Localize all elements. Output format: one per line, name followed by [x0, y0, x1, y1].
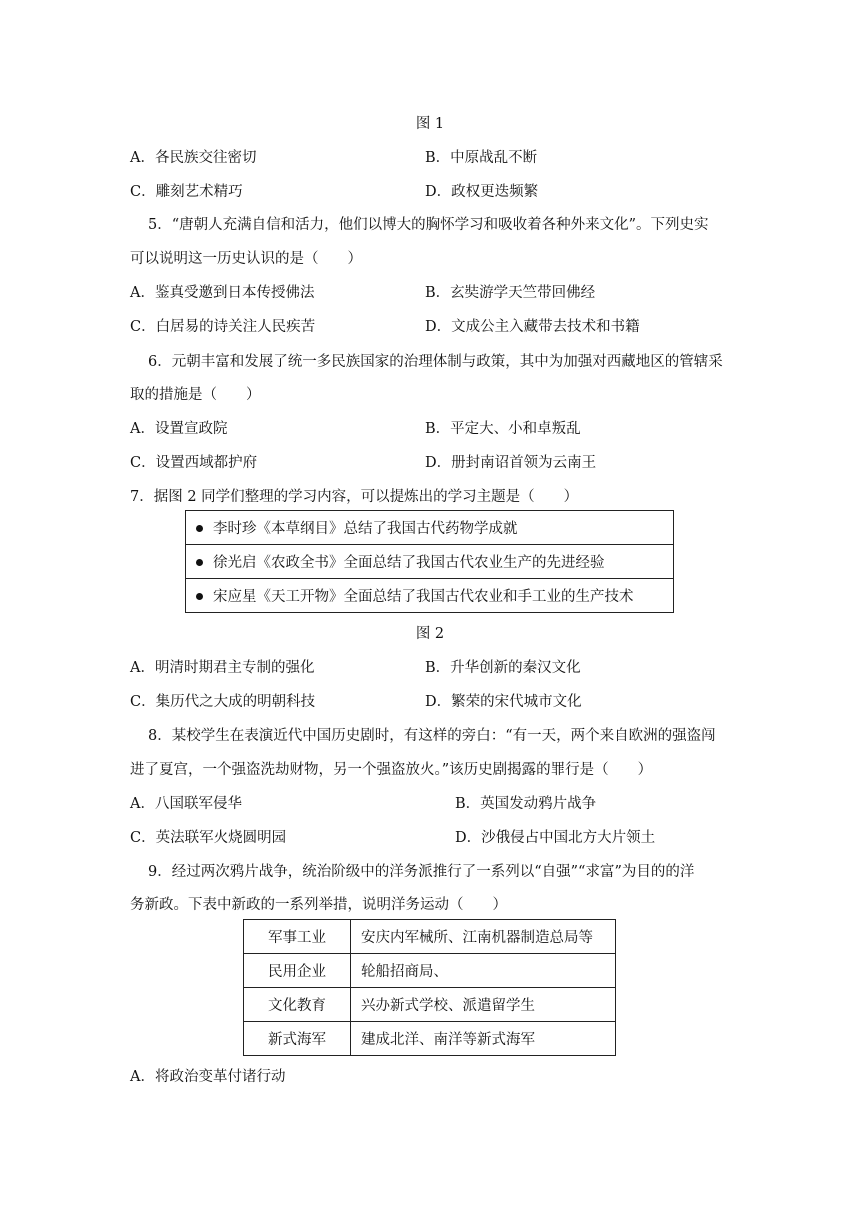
q8-option-c[interactable]: C．英法联军火烧圆明园	[130, 830, 287, 846]
q8-option-a[interactable]: A．八国联军侵华	[130, 796, 242, 812]
table-category-cell: 民用企业	[244, 954, 351, 988]
figure-2-caption: 图 2	[415, 626, 445, 642]
table-row	[244, 988, 616, 1022]
figure-2-item-text: 徐光启《农政全书》全面总结了我国古代农业生产的先进经验	[213, 555, 605, 571]
figure-2-item-text: 宋应星《天工开物》全面总结了我国古代农业和手工业的生产技术	[213, 589, 634, 605]
figure-2-item	[186, 545, 674, 579]
q9-stem-line2: 务新政。下表中新政的一系列举措，说明洋务运动（ ）	[130, 897, 507, 913]
q5-stem-line1: 5．“唐朝人充满自信和活力，他们以博大的胸怀学习和吸收着各种外来文化”。下列史实	[148, 217, 709, 233]
table-row	[244, 1022, 616, 1056]
q8-option-b[interactable]: B．英国发动鸦片战争	[455, 796, 597, 812]
q8-stem-line1: 8．某校学生在表演近代中国历史剧时，有这样的旁白：“有一天，两个来自欧洲的强盗闯	[148, 728, 716, 744]
q6-stem-line1: 6．元朝丰富和发展了统一多民族国家的治理体制与政策，其中为加强对西藏地区的管辖采	[148, 354, 723, 370]
q8-stem-line2: 进了夏宫，一个强盗洗劫财物，另一个强盗放火。”该历史剧揭露的罪行是（ ）	[130, 762, 653, 778]
figure-2-item-text: 李时珍《本草纲目》总结了我国古代药物学成就	[213, 521, 518, 537]
figure-2-item	[186, 511, 674, 545]
q7-option-a[interactable]: A．明清时期君主专制的强化	[130, 660, 315, 676]
table-detail-cell: 建成北洋、南洋等新式海军	[351, 1022, 616, 1056]
figure-1-caption: 图 1	[415, 116, 445, 132]
figure-2-box	[185, 510, 674, 613]
table-category-cell: 文化教育	[244, 988, 351, 1022]
q5-option-a[interactable]: A．鉴真受邀到日本传授佛法	[130, 285, 315, 301]
bullet-icon	[196, 559, 203, 566]
q5-option-c[interactable]: C．白居易的诗关注人民疾苦	[130, 319, 316, 335]
q8-option-d[interactable]: D．沙俄侵占中国北方大片领土	[455, 830, 656, 846]
table-detail-cell: 轮船招商局、	[351, 954, 616, 988]
figure-2-item	[186, 579, 674, 613]
q4-option-d[interactable]: D．政权更迭频繁	[425, 184, 539, 200]
table-category-cell: 军事工业	[244, 920, 351, 954]
bullet-icon	[196, 525, 203, 532]
q6-option-a[interactable]: A．设置宣政院	[130, 421, 228, 437]
table-category-cell: 新式海军	[244, 1022, 351, 1056]
q6-option-c[interactable]: C．设置西域都护府	[130, 455, 258, 471]
q6-option-d[interactable]: D．册封南诏首领为云南王	[425, 455, 597, 471]
table-detail-cell: 安庆内军械所、江南机器制造总局等	[351, 920, 616, 954]
q5-option-d[interactable]: D．文成公主入藏带去技术和书籍	[425, 319, 640, 335]
q7-option-c[interactable]: C．集历代之大成的明朝科技	[130, 694, 316, 710]
q5-stem-line2: 可以说明这一历史认识的是（ ）	[130, 251, 362, 267]
figure-2-row	[186, 511, 674, 545]
q6-stem-line2: 取的措施是（ ）	[130, 387, 261, 403]
table-row	[244, 954, 616, 988]
q7-option-b[interactable]: B．升华创新的秦汉文化	[425, 660, 581, 676]
table-detail-cell: 兴办新式学校、派遣留学生	[351, 988, 616, 1022]
q4-option-a[interactable]: A．各民族交往密切	[130, 150, 257, 166]
q7-option-d[interactable]: D．繁荣的宋代城市文化	[425, 694, 582, 710]
q4-option-b[interactable]: B．中原战乱不断	[425, 150, 538, 166]
q5-option-b[interactable]: B．玄奘游学天竺带回佛经	[425, 285, 596, 301]
figure-2-row	[186, 579, 674, 613]
figure-2-row	[186, 545, 674, 579]
q7-stem: 7．据图 2 同学们整理的学习内容，可以提炼出的学习主题是（ ）	[130, 489, 579, 505]
q4-option-c[interactable]: C．雕刻艺术精巧	[130, 184, 243, 200]
table-row	[244, 920, 616, 954]
q9-stem-line1: 9．经过两次鸦片战争，统治阶级中的洋务派推行了一系列以“自强”“求富”为目的的洋	[148, 864, 695, 880]
westernization-measures-table	[243, 919, 616, 1056]
q6-option-b[interactable]: B．平定大、小和卓叛乱	[425, 421, 581, 437]
q9-option-a[interactable]: A．将政治变革付诸行动	[130, 1069, 286, 1085]
bullet-icon	[196, 593, 203, 600]
